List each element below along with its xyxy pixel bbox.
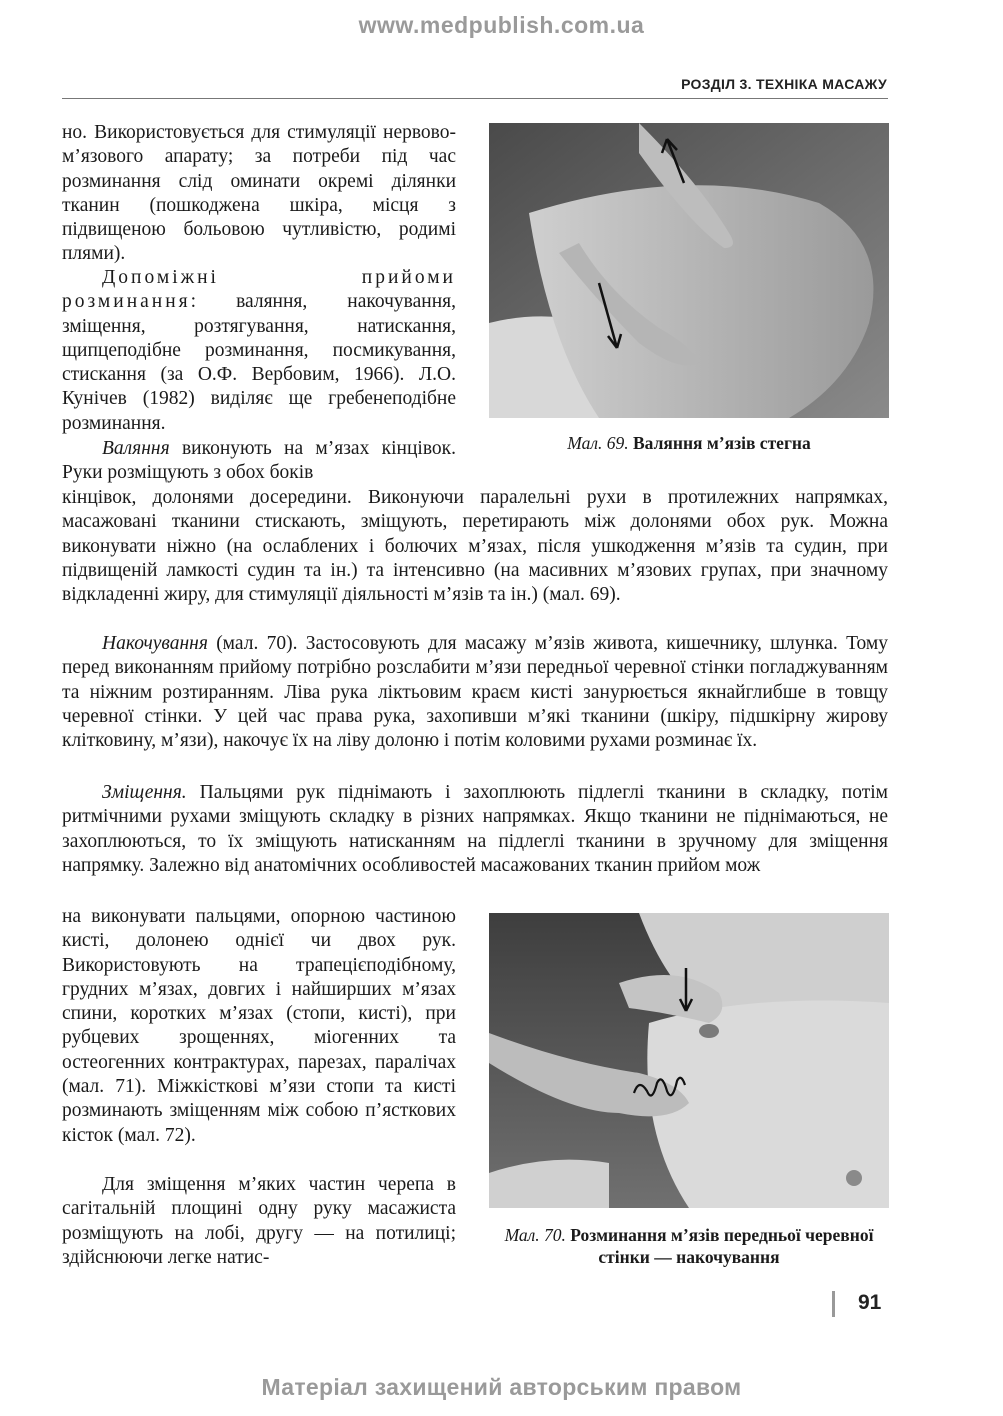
- page-number-bar: [832, 1291, 835, 1317]
- running-head: РОЗДІЛ 3. ТЕХНІКА МАСАЖУ: [681, 76, 887, 92]
- paragraph-3-cont-text: кінцівок, долонями досередини. Виконуючи паралельні рухи в протилежних напрямках, масажовані тканини стискають, зміщують, перетирають між долонями обох рук. Можна виконувати ніжно (на ослаблених і болючих м’язах, після ушкодження м’язів та судин, при підвищеній ламкості судин та ін.) та інтенсивно (на масивних м’язових групах, при значному відкладенні жиру, для стимуляції діяльності м’язів та ін.) (мал. 69).: [62, 487, 888, 606]
- paragraph-5-start-text: Пальцями рук піднімають і захоплюють підлеглі тканини в складку, потім ритмічними рухами зміщують складку в різних напрямках. Якщо тканини не піднімаються, не захоплюються, то їх зміщують натисканням на підлеглі тканини в зручному для зміщення напрямку. Залежно від анатомічних особливостей масажованих тканин прийом мож: [62, 782, 888, 876]
- paragraph-5-start: [62, 781, 888, 878]
- figure-69-title: Валяння м’язів стегна: [633, 433, 811, 453]
- paragraph-3-start-text: виконують на м’язах кінцівок. Руки розміщують з обох боків: [62, 438, 456, 484]
- paragraph-4-text: (мал. 70). Застосовують для масажу м’язів живота, кишечнику, шлунка. Тому перед виконанням прийому потрібно розслабити м’язи передньої черевної стінки погладжуванням та ніжним розтиранням. Ліва рука ліктьовим краєм кисті занурюється якнайглибше в товщу черевної стінки. У цей час права рука, захопивши м’які тканини (шкіру, підшкірну жирову клітковину, м’язи), накочує їх на ліву долоню і потім коловими рухами розминає їх.: [62, 633, 888, 752]
- term-nakochuvannia: Накочування: [102, 633, 208, 654]
- paragraph-2: [62, 266, 456, 436]
- watermark-url: www.medpublish.com.ua: [358, 12, 645, 38]
- figure-70-number: Мал. 70.: [504, 1225, 566, 1245]
- figure-70-title: Розминання м’язів передньої черевної стінки — накочування: [570, 1225, 874, 1267]
- paragraph-4: [62, 632, 888, 753]
- copyright-watermark: Матеріал захищений авторським правом: [261, 1374, 742, 1400]
- paragraph-3-cont: [62, 486, 888, 607]
- term-valiannia: Валяння: [102, 438, 170, 459]
- header-rule: [62, 98, 888, 99]
- figure-69-photo: [489, 123, 889, 418]
- paragraph-5-cont-text: на виконувати пальцями, опорною частиною кисті, долонею однієї чи двох рук. Використовують на трапецієподібному, грудних м’язах, довгих і найширших м’язах спини, коротких м’язах (стопи, кисті), при рубцевих зрощеннях, міогенних та остеогенних контрактурах, парезах, паралічах (мал. 71). Міжкісткові м’язи стопи та кисті розминають зміщенням між собою п’ясткових кісток (мал. 72).: [62, 906, 456, 1146]
- paragraph-5-cont: [62, 905, 456, 1148]
- figure-70-caption: [489, 1224, 889, 1268]
- page-number: 91: [858, 1291, 882, 1314]
- paragraph-1: [62, 121, 456, 267]
- term-zmishchennia: Зміщення.: [102, 782, 187, 803]
- paragraph-6: [62, 1173, 456, 1270]
- figure-69-caption: [489, 432, 889, 454]
- paragraph-3-start: [62, 437, 456, 486]
- figure-69-number: Мал. 69.: [567, 433, 629, 453]
- auxiliary-techniques-term: Допоміжні прийоми розминання: [62, 267, 456, 313]
- paragraph-2-text: : валяння, накочування, зміщення, розтягування, натискання, щипцеподібне розминання, посмикування, стискання (за О.Ф. Вербовим, 1966). Л.О. Кунічев (1982) виділяє ще гребенеподібне розминання.: [62, 291, 456, 434]
- paragraph-6-text: Для зміщення м’яких частин черепа в сагітальній площині одну руку масажиста розміщують на лобі, другу — на потилиці; здійснюючи легке натис-: [62, 1174, 456, 1268]
- paragraph-1-text: но. Використовується для стимуляції нервово-м’язового апарату; за потреби під час розминання слід оминати окремі ділянки тканин (пошкоджена шкіра, місця з підвищеною больовою чутливістю, родимі плями).: [62, 122, 456, 265]
- figure-70-photo: [489, 913, 889, 1208]
